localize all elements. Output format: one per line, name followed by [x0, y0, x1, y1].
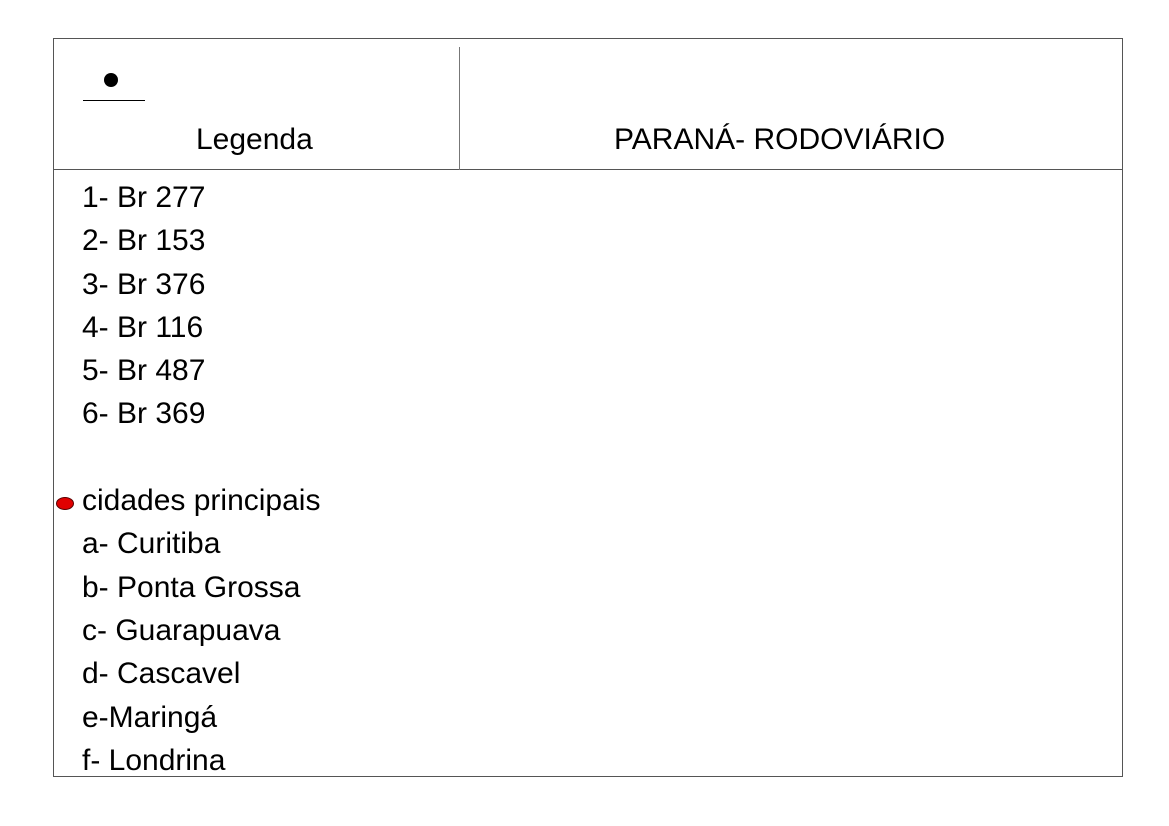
legend-title: Legenda [196, 123, 313, 156]
cities-heading: cidades principais [82, 484, 321, 518]
city-item: d- Cascavel [82, 657, 241, 691]
header-divider [53, 169, 1123, 170]
black-dot-icon [104, 73, 118, 87]
legend-list [82, 176, 320, 782]
highway-item: 6- Br 369 [82, 397, 206, 431]
highway-item: 1- Br 277 [82, 181, 206, 214]
city-marker-icon [56, 497, 74, 510]
city-item: a- Curitiba [82, 527, 221, 561]
city-item: e-Maringá [82, 700, 218, 734]
symbol-underline [83, 100, 145, 101]
list-spacer [82, 436, 320, 479]
highway-item: 3- Br 376 [82, 267, 206, 301]
map-title: PARANÁ- RODOVIÁRIO [614, 123, 946, 156]
city-item: c- Guarapuava [82, 613, 281, 647]
city-item: b- Ponta Grossa [82, 570, 301, 604]
header-column-divider [459, 47, 460, 170]
highway-item: 5- Br 487 [82, 354, 206, 388]
city-item: f- Londrina [82, 743, 226, 777]
highway-item: 2- Br 153 [82, 224, 206, 258]
highway-item: 4- Br 116 [82, 310, 204, 344]
